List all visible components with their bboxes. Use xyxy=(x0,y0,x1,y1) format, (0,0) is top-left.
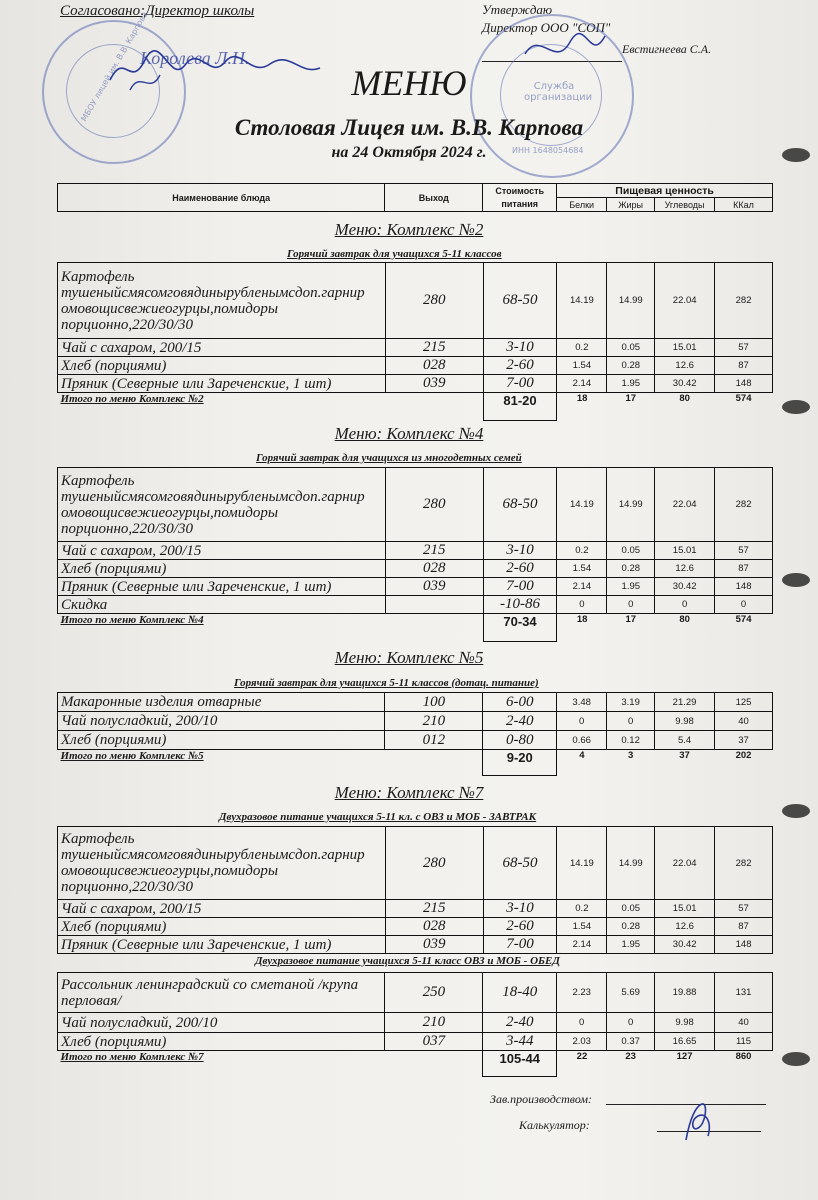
dish-name: Хлеб (порциями) xyxy=(58,731,385,750)
dish-output: 250 xyxy=(385,973,483,1013)
table-row xyxy=(58,936,773,954)
total-kcal: 574 xyxy=(735,393,752,404)
dish-price: 6-00 xyxy=(483,693,557,712)
complex7-table xyxy=(57,826,773,954)
table-row xyxy=(58,1013,773,1033)
total-kcal: 202 xyxy=(735,750,752,761)
dish-price: 68-50 xyxy=(483,827,557,900)
dish-fat: 0 xyxy=(607,1013,655,1033)
dish-protein: 0.2 xyxy=(557,900,607,918)
total-kcal: 860 xyxy=(735,1051,752,1062)
dish-price: 2-40 xyxy=(483,712,557,731)
dish-output: 280 xyxy=(385,827,483,900)
dish-kcal: 148 xyxy=(715,936,773,954)
complex2-title: Меню: Комплекс №2 xyxy=(334,220,484,239)
table-row xyxy=(58,596,773,614)
dish-kcal: 131 xyxy=(715,973,773,1013)
complex4-table xyxy=(57,467,773,642)
dish-price: 3-10 xyxy=(483,900,557,918)
dish-kcal: 87 xyxy=(715,357,773,375)
total-fat: 17 xyxy=(625,393,637,404)
dish-output: 039 xyxy=(385,936,483,954)
complex4-subtitle: Горячий завтрак для учащихся из многодетных семей xyxy=(256,452,522,464)
dish-name: Пряник (Северные или Зареченские, 1 шт) xyxy=(58,375,386,393)
production-label: Зав.производством: xyxy=(490,1092,593,1106)
dish-name: Картофель тушеныйсмясомговядинырубленымсдоп.гарнир омовощисвежиеогурцы,помидоры порционно,220/30/30 xyxy=(58,827,386,900)
table-row xyxy=(58,712,773,731)
header-fat: Жиры xyxy=(607,198,655,212)
dish-fat: 0.12 xyxy=(607,731,655,750)
dish-output: 210 xyxy=(385,1013,483,1033)
complex7-lunch-table xyxy=(57,972,773,1077)
total-price: 70-34 xyxy=(483,614,557,642)
approval-right-title: Утверждаю xyxy=(482,2,553,17)
dish-price: 3-44 xyxy=(483,1033,557,1051)
dish-protein: 0 xyxy=(557,712,607,731)
dish-protein: 2.14 xyxy=(557,375,607,393)
dish-kcal: 282 xyxy=(715,263,773,339)
complex5-table xyxy=(57,692,773,776)
dish-output: 037 xyxy=(385,1033,483,1051)
dish-output: 028 xyxy=(385,918,483,936)
dish-output xyxy=(385,596,483,614)
dish-kcal: 148 xyxy=(715,578,773,596)
calculator-signature xyxy=(668,1098,728,1148)
approval-right-signer: Евстигнеева С.А. xyxy=(622,42,712,56)
total-label: Итого по меню Комплекс №4 xyxy=(60,614,204,626)
table-row xyxy=(58,693,773,712)
dish-price: 2-60 xyxy=(483,357,557,375)
complex7-subtitle: Двухразовое питание учащихся 5-11 кл. с ОВЗ и МОБ - ЗАВТРАК xyxy=(219,811,537,823)
total-kcal: 574 xyxy=(735,614,752,625)
dish-fat: 1.95 xyxy=(607,578,655,596)
dish-carbs: 19.88 xyxy=(655,973,715,1013)
total-row xyxy=(58,614,773,642)
dish-fat: 0.28 xyxy=(607,357,655,375)
dish-kcal: 148 xyxy=(715,375,773,393)
binder-hole xyxy=(782,1052,810,1066)
dish-price: 68-50 xyxy=(483,468,557,542)
table-row xyxy=(58,339,773,357)
table-row xyxy=(58,560,773,578)
left-signer-handwriting: Королева Л.Н. xyxy=(140,48,250,68)
dish-name: Хлеб (порциями) xyxy=(58,560,386,578)
header-carbs: Углеводы xyxy=(655,198,715,212)
total-carbs: 127 xyxy=(676,1051,693,1062)
dish-fat: 5.69 xyxy=(607,973,655,1013)
dish-carbs: 30.42 xyxy=(655,936,715,954)
dish-price: 68-50 xyxy=(483,263,557,339)
dish-name: Чай с сахаром, 200/15 xyxy=(58,542,386,560)
header-nutrition: Пищевая ценность xyxy=(557,184,773,198)
dish-fat: 0.28 xyxy=(607,918,655,936)
total-price: 105-44 xyxy=(483,1051,557,1077)
dish-kcal: 37 xyxy=(715,731,773,750)
total-carbs: 80 xyxy=(679,393,690,404)
header-price: Стоимость xyxy=(483,184,557,198)
header-kcal: ККал xyxy=(715,198,773,212)
table-row xyxy=(58,900,773,918)
dish-fat: 14.99 xyxy=(607,468,655,542)
dish-protein: 0.66 xyxy=(557,731,607,750)
dish-kcal: 115 xyxy=(715,1033,773,1051)
binder-hole xyxy=(782,804,810,818)
dish-output: 280 xyxy=(385,263,483,339)
table-row xyxy=(58,542,773,560)
complex2-subtitle: Горячий завтрак для учащихся 5-11 классов xyxy=(287,248,502,260)
dish-name: Рассольник ленинградский со сметаной /крупа перловая/ xyxy=(58,973,385,1013)
complex5-title: Меню: Комплекс №5 xyxy=(334,648,484,667)
dish-name: Хлеб (порциями) xyxy=(58,918,386,936)
dish-name: Хлеб (порциями) xyxy=(58,357,386,375)
dish-kcal: 125 xyxy=(715,693,773,712)
total-fat: 17 xyxy=(625,614,637,625)
dish-price: 7-00 xyxy=(483,578,557,596)
dish-carbs: 30.42 xyxy=(655,578,715,596)
dish-price: 3-10 xyxy=(483,339,557,357)
dish-kcal: 57 xyxy=(715,542,773,560)
table-row xyxy=(58,973,773,1013)
dish-output: 215 xyxy=(385,542,483,560)
total-price: 9-20 xyxy=(483,750,557,776)
table-row xyxy=(58,468,773,542)
complex7-title: Меню: Комплекс №7 xyxy=(334,783,484,802)
dish-output: 100 xyxy=(385,693,483,712)
dish-protein: 14.19 xyxy=(557,827,607,900)
complex7-subtitle-lunch: Двухразовое питание учащихся 5-11 класс ОВЗ и МОБ - ОБЕД xyxy=(255,955,560,967)
dish-price: 18-40 xyxy=(483,973,557,1013)
complex5-subtitle: Горячий завтрак для учащихся 5-11 классов (дотац. питание) xyxy=(234,677,539,689)
dish-protein: 14.19 xyxy=(557,263,607,339)
dish-carbs: 16.65 xyxy=(655,1033,715,1051)
school-stamp: МБОУ лицей им. В.В. Карпова xyxy=(42,20,186,164)
header-price-2: питания xyxy=(483,198,557,212)
dish-fat: 1.95 xyxy=(607,375,655,393)
dish-price: 2-60 xyxy=(483,560,557,578)
total-row xyxy=(58,393,773,421)
dish-fat: 0.05 xyxy=(607,339,655,357)
dish-carbs: 9.98 xyxy=(655,1013,715,1033)
dish-protein: 2.03 xyxy=(557,1033,607,1051)
binder-hole xyxy=(782,573,810,587)
dish-output: 280 xyxy=(385,468,483,542)
table-row xyxy=(58,578,773,596)
calculator-label: Калькулятор: xyxy=(519,1118,590,1132)
dish-kcal: 40 xyxy=(715,1013,773,1033)
dish-price: 7-00 xyxy=(483,375,557,393)
dish-output: 028 xyxy=(385,560,483,578)
dish-output: 012 xyxy=(385,731,483,750)
header-name: Наименование блюда xyxy=(58,184,385,212)
total-label: Итого по меню Комплекс №2 xyxy=(60,393,204,405)
dish-name: Картофель тушеныйсмясомговядинырубленымсдоп.гарнир омовощисвежиеогурцы,помидоры порционно,220/30/30 xyxy=(58,263,386,339)
dish-carbs: 9.98 xyxy=(655,712,715,731)
total-row xyxy=(58,1051,773,1077)
total-row xyxy=(58,750,773,776)
total-protein: 18 xyxy=(576,614,588,625)
dish-protein: 2.14 xyxy=(557,578,607,596)
total-price: 81-20 xyxy=(483,393,557,421)
binder-hole xyxy=(782,400,810,414)
complex2-table xyxy=(57,262,773,421)
total-label: Итого по меню Комплекс №5 xyxy=(60,750,204,762)
dish-name: Пряник (Северные или Зареченские, 1 шт) xyxy=(58,578,386,596)
total-protein: 18 xyxy=(576,393,588,404)
dish-price: 2-40 xyxy=(483,1013,557,1033)
dish-fat: 14.99 xyxy=(607,827,655,900)
column-header xyxy=(57,183,773,212)
dish-carbs: 0 xyxy=(655,596,715,614)
dish-carbs: 21.29 xyxy=(655,693,715,712)
dish-fat: 0.05 xyxy=(607,900,655,918)
dish-output: 039 xyxy=(385,578,483,596)
dish-kcal: 57 xyxy=(715,900,773,918)
dish-output: 028 xyxy=(385,357,483,375)
page-subtitle: Столовая Лицея им. В.В. Карпова xyxy=(234,115,584,140)
total-carbs: 37 xyxy=(679,750,690,761)
table-row xyxy=(58,357,773,375)
dish-name: Макаронные изделия отварные xyxy=(58,693,385,712)
dish-carbs: 22.04 xyxy=(655,263,715,339)
dish-name: Пряник (Северные или Зареченские, 1 шт) xyxy=(58,936,386,954)
dish-carbs: 22.04 xyxy=(655,827,715,900)
dish-protein: 0.2 xyxy=(557,542,607,560)
dish-output: 210 xyxy=(385,712,483,731)
dish-price: 7-00 xyxy=(483,936,557,954)
dish-carbs: 12.6 xyxy=(655,560,715,578)
dish-protein: 14.19 xyxy=(557,468,607,542)
table-row xyxy=(58,1033,773,1051)
dish-fat: 0 xyxy=(607,596,655,614)
dish-price: 3-10 xyxy=(483,542,557,560)
complex4-title: Меню: Комплекс №4 xyxy=(334,424,484,443)
dish-kcal: 0 xyxy=(715,596,773,614)
page-date: на 24 Октября 2024 г. xyxy=(331,144,487,161)
table-row xyxy=(58,918,773,936)
dish-fat: 0.28 xyxy=(607,560,655,578)
dish-price: 2-60 xyxy=(483,918,557,936)
dish-carbs: 15.01 xyxy=(655,900,715,918)
dish-kcal: 40 xyxy=(715,712,773,731)
dish-name: Хлеб (порциями) xyxy=(58,1033,385,1051)
dish-name: Чай с сахаром, 200/15 xyxy=(58,339,386,357)
table-row xyxy=(58,263,773,339)
table-row xyxy=(58,731,773,750)
dish-kcal: 282 xyxy=(715,827,773,900)
dish-protein: 1.54 xyxy=(557,560,607,578)
dish-fat: 1.95 xyxy=(607,936,655,954)
approval-right-position: Директор ООО "СОП" xyxy=(482,20,611,35)
total-label: Итого по меню Комплекс №7 xyxy=(60,1051,204,1063)
table-row xyxy=(58,375,773,393)
dish-carbs: 15.01 xyxy=(655,339,715,357)
total-protein: 22 xyxy=(576,1051,588,1062)
company-stamp: Служба организации ИНН 1648054684 xyxy=(470,14,634,178)
dish-carbs: 30.42 xyxy=(655,375,715,393)
dish-protein: 2.23 xyxy=(557,973,607,1013)
dish-output: 215 xyxy=(385,900,483,918)
total-fat: 3 xyxy=(627,750,634,761)
dish-kcal: 282 xyxy=(715,468,773,542)
dish-protein: 2.14 xyxy=(557,936,607,954)
dish-name: Чай с сахаром, 200/15 xyxy=(58,900,386,918)
header-protein: Белки xyxy=(557,198,607,212)
dish-fat: 0.05 xyxy=(607,542,655,560)
dish-carbs: 22.04 xyxy=(655,468,715,542)
total-carbs: 80 xyxy=(679,614,690,625)
dish-carbs: 12.6 xyxy=(655,918,715,936)
dish-name: Чай полусладкий, 200/10 xyxy=(58,1013,385,1033)
dish-name: Чай полусладкий, 200/10 xyxy=(58,712,385,731)
dish-protein: 0 xyxy=(557,1013,607,1033)
dish-fat: 14.99 xyxy=(607,263,655,339)
dish-protein: 0.2 xyxy=(557,339,607,357)
dish-kcal: 87 xyxy=(715,560,773,578)
total-fat: 23 xyxy=(625,1051,636,1062)
approval-left-title: Согласовано:Директор школы xyxy=(60,3,255,19)
dish-kcal: 87 xyxy=(715,918,773,936)
page-title: МЕНЮ xyxy=(351,63,467,103)
dish-fat: 0.37 xyxy=(607,1033,655,1051)
dish-output: 039 xyxy=(385,375,483,393)
dish-protein: 1.54 xyxy=(557,357,607,375)
total-protein: 4 xyxy=(579,750,585,761)
dish-kcal: 57 xyxy=(715,339,773,357)
table-row xyxy=(58,827,773,900)
dish-price: -10-86 xyxy=(483,596,557,614)
dish-output: 215 xyxy=(385,339,483,357)
dish-protein: 3.48 xyxy=(557,693,607,712)
dish-fat: 0 xyxy=(607,712,655,731)
dish-fat: 3.19 xyxy=(607,693,655,712)
dish-price: 0-80 xyxy=(483,731,557,750)
dish-name: Скидка xyxy=(58,596,386,614)
dish-carbs: 12.6 xyxy=(655,357,715,375)
dish-name: Картофель тушеныйсмясомговядинырубленымсдоп.гарнир омовощисвежиеогурцы,помидоры порционно,220/30/30 xyxy=(58,468,386,542)
dish-carbs: 15.01 xyxy=(655,542,715,560)
dish-carbs: 5.4 xyxy=(655,731,715,750)
dish-protein: 1.54 xyxy=(557,918,607,936)
dish-protein: 0 xyxy=(557,596,607,614)
header-output: Выход xyxy=(385,184,483,212)
